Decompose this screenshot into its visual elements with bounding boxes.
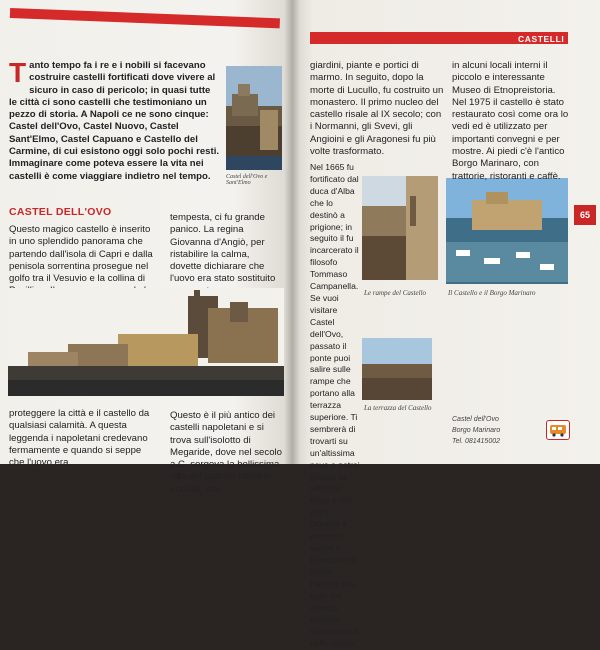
section-title-castel-dellovo: CASTEL DELL'OVO — [9, 206, 112, 218]
rampe-image — [362, 176, 438, 280]
col2-bottom-text: Questo è il più antico dei castelli napoletani e si trova sull'isolotto di Megaride, dove nel secolo a.C. sorgeva la bellissima villa del patrizio romano Lucullo, con — [170, 410, 282, 495]
castle-photo-santelmo-image — [226, 66, 282, 170]
col1-bottom-text: proteggere la città e il castello da qualsiasi calamità. A questa leggenda i napoletani credevano fermamente e quando si seppe che l'uovo era — [9, 408, 150, 469]
header-label: CASTELLI — [518, 34, 565, 44]
castel-dellovo-photo — [8, 288, 284, 396]
address-phone: Tel. 081415002 — [452, 438, 501, 445]
caption-santelmo: Castel dell'Ovo e Sant'Elmo — [226, 174, 268, 186]
photo-borgo — [446, 178, 568, 284]
right-col1-mid: Nel 1665 fu fortificato dal duca d'Alba che lo destinò a prigione; in seguito il fu incarcerato il filosofo Tommaso Campanella. Se vuoi visitare Castel dell'Ovo, passato il ponte puoi salire sulle rampe che portano alla terrazza superiore. Ti sembrerà di trovarti su un'altissima nave e potrai godere la vista del mare e del golfo. Durante il percorso vedrai il Romitorio di Santa Patrizia e le celle dei monaci, scavate direttamente nella roccia; — [310, 162, 360, 649]
terrazza-image — [362, 338, 432, 400]
caption-rampe: Le rampe del Castello — [364, 289, 427, 297]
right-col1-top: giardini, piante e portici di marmo. In seguito, dopo la morte di Lucullo, fu costruito un monastero. Il primo nucleo del castello risale al IX secolo; con i Normanni, gli Svevi, gli Angioini e gli Aragonesi fu più volte trasformato. — [310, 60, 444, 158]
col1-text: Questo magico castello è inserito in uno splendido panorama che partendo dall'isola di Capri e dalla penisola sorrentina prosegue nel golfo tra il Vesuvio e la collina di — [9, 224, 153, 285]
caption-borgo: Il Castello e il Borgo Marinaro — [448, 289, 536, 297]
castel-dellovo-image — [8, 288, 284, 396]
right-col2-top: in alcuni locali interni il piccolo e interessante Museo di Etnopreistoria. Nel 1975 il castello è stato restaurato così come ora lo vedi ed è utilizzato per importanti convegni e per mostre. Ai piedi c'è l'antico Borgo Marinaro, con trattorie, ristoranti e caffè. — [452, 60, 569, 182]
castle-photo-santelmo — [226, 66, 282, 170]
intro-bold-text: Immaginare come poteva essere la vita nei castelli è come viaggiare indietro nel tempo. — [9, 158, 211, 182]
borgo-image — [446, 178, 568, 284]
address-name: Castel dell'Ovo — [452, 416, 499, 423]
page-number: 65 — [574, 205, 596, 225]
right-page — [292, 0, 600, 649]
intro-paragraph — [9, 57, 221, 183]
book-gutter — [284, 0, 300, 464]
left-header-bar — [10, 8, 280, 28]
col2-text: tempesta, ci fu grande panico. La regina Giovanna d'Angiò, per ristabilire la calma, dovette dichiarare che l'uovo era stato sostituito — [170, 212, 276, 285]
address-street: Borgo Marinaro — [452, 427, 501, 434]
photo-terrazza — [362, 338, 432, 400]
bus-icon — [546, 420, 570, 440]
intro-dropcap: T — [9, 57, 27, 88]
left-page — [0, 0, 292, 495]
intro-text: anto tempo fa i re e i nobili si facevano costruire castelli fortificati dove vivere al sicuro in caso di pericolo; in quasi tutte le città ci sono castelli che testimoniano un pezzo di storia. A Napoli ce ne sono cinque: Castel dell'Ovo, Castel Nuovo, Castel Sant'Elmo, Castel Capuano e Castello del Carmine, di cui esistono oggi solo pochi resti. — [9, 60, 220, 158]
photo-rampe — [362, 176, 438, 280]
bus-icon-svg — [547, 421, 569, 439]
caption-terrazza: La terrazza del Castello — [364, 404, 432, 412]
